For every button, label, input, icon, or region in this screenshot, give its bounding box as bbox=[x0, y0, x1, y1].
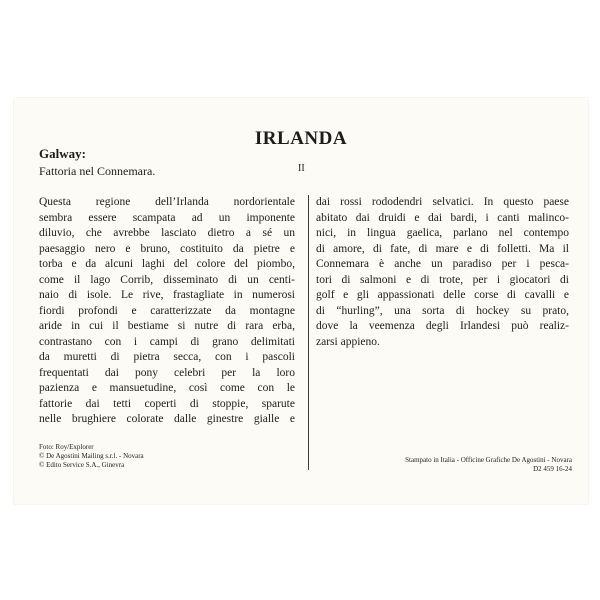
body-line: sembra essere scampata ad un imponente bbox=[39, 211, 295, 224]
photo-caption: Fattoria nel Connemara. bbox=[39, 164, 156, 178]
body-text-right-column bbox=[316, 195, 569, 350]
body-line: fattorie dai tetti coperti di stoppie, sparute bbox=[39, 397, 295, 410]
body-line: di “hurling”, una sorta di hockey su prato, bbox=[316, 304, 569, 317]
credit-line: © De Agostini Mailing s.r.l. - Novara bbox=[39, 452, 144, 460]
body-line: paesaggio nero e bruno, costituito da pietre e bbox=[39, 242, 295, 255]
body-line: dove la veemenza degli Irlandesi può realiz- bbox=[316, 320, 569, 332]
body-line: dai rossi rododendri selvatici. In questo paese bbox=[316, 196, 569, 208]
body-line: nici, in lingua gaelica, parlano nel contempo bbox=[316, 227, 569, 239]
body-line: frequentati dai pony celebri per la loro bbox=[39, 366, 295, 379]
body-line: torba e da alcuni laghi del colore del piombo, bbox=[39, 258, 295, 270]
column-divider bbox=[308, 195, 309, 470]
body-line: contrastano con i campi di grano delimitati bbox=[39, 335, 295, 348]
postcard-back bbox=[14, 98, 588, 504]
printer-imprint bbox=[405, 456, 572, 474]
body-line: naio di isole. Le rive, frastagliate in numerosi bbox=[39, 289, 295, 301]
body-line: di amore, di fate, di mare e di folletti. Ma il bbox=[316, 242, 569, 255]
catalog-code: D2 459 16-24 bbox=[533, 465, 572, 473]
body-line: Connemara è anche un paradiso per i pesca- bbox=[316, 258, 569, 270]
body-line: zarsi appieno. bbox=[316, 335, 380, 348]
body-line: golf e gli appassionati delle corse di cavalli e bbox=[316, 289, 569, 301]
body-line: fiordi profondi e caratterizzate da montagne bbox=[39, 304, 295, 317]
body-line: come il lago Corrib, disseminato di un centi- bbox=[39, 273, 295, 286]
photo-credits bbox=[39, 443, 144, 470]
credit-line: © Edito Service S.A., Ginevra bbox=[39, 461, 125, 469]
credit-line: Foto: Roy/Explorer bbox=[39, 443, 94, 451]
body-line: Questa regione dell’Irlanda nordorientale bbox=[39, 196, 295, 208]
body-text-left-column bbox=[39, 195, 295, 428]
body-line: nelle brughiere colorate dalle ginestre gialle e bbox=[39, 413, 295, 425]
body-line: aride in cui il bestiame si nutre di rara erba, bbox=[39, 320, 295, 332]
body-line: diluvio, che avrebbe lasciato dietro a sé un bbox=[39, 227, 295, 239]
body-line: da muretti di pietra secca, con i pascoli bbox=[39, 351, 295, 363]
region-heading: Galway: bbox=[39, 146, 86, 161]
card-title: IRLANDA bbox=[254, 128, 348, 149]
body-line: tori di salmoni e di trote, per i giocatori di bbox=[316, 273, 569, 286]
body-line: abitato dai druidi e dai bardi, i canti malinco- bbox=[316, 211, 569, 224]
printer-line: Stampato in Italia - Officine Grafiche De Agostini - Novara bbox=[405, 456, 572, 464]
card-number: II bbox=[298, 163, 305, 174]
body-line: pazienza e mansuetudine, così come con le bbox=[39, 382, 295, 394]
